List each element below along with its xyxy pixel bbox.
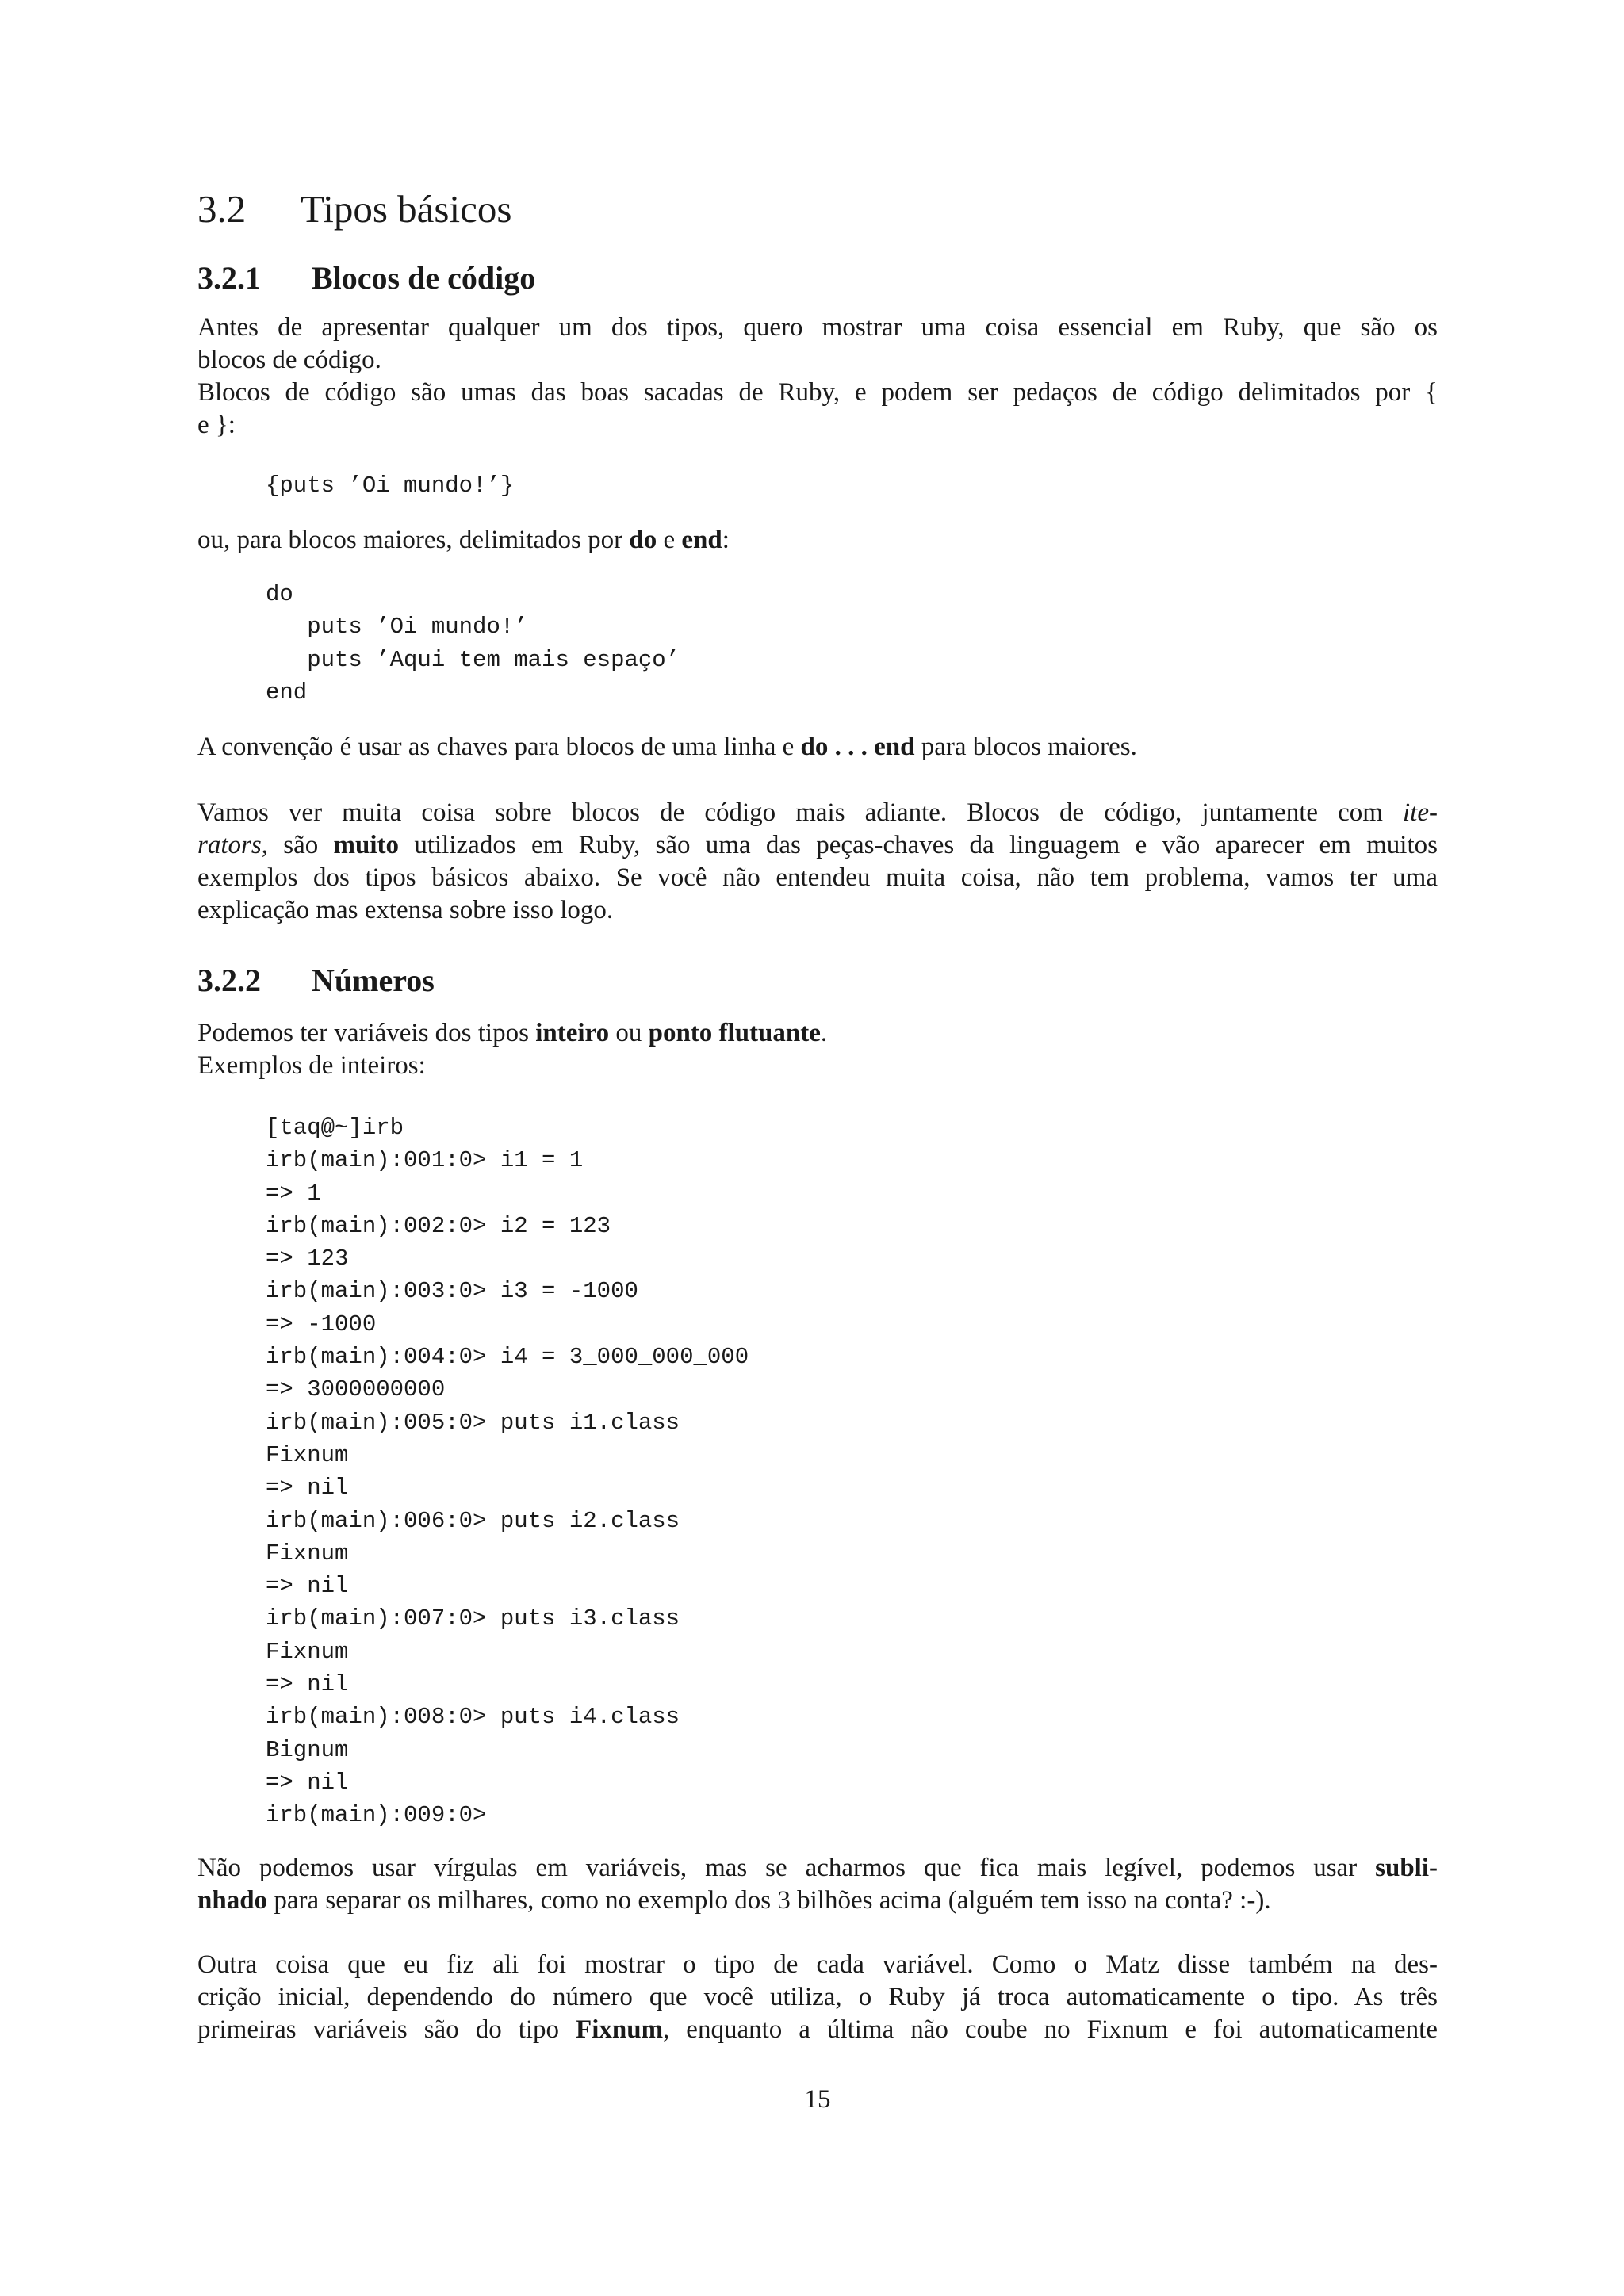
text-line: Antes de apresentar qualquer um dos tipos, quero mostrar uma coisa essencial em Ruby, que são os bbox=[197, 313, 1438, 342]
code-block-oneline: {puts ’Oi mundo!’} bbox=[266, 473, 515, 499]
subsection-title: Blocos de código bbox=[312, 260, 536, 296]
paragraph-convention bbox=[197, 731, 1438, 763]
document-page bbox=[197, 0, 1438, 2296]
code-block-irb-integers: [taq@~]irb irb(main):001:0> i1 = 1 => 1 irb(main):002:0> i2 = 123 => 123 irb(main):003:0> i3 = -1000 => -1000 irb(main):004:0> i4 = 3_000_000_000 => 3000000000 irb(main):005:0> puts i1.class Fixnum => nil irb(main):006:0> puts i2.class Fixnum => nil irb(main):007:0> puts i3.class Fixnum => nil irb(main):008:0> puts i4.class Bignum => nil irb(main):009:0> bbox=[266, 1115, 749, 1829]
subsection-title: Números bbox=[312, 962, 435, 998]
paragraph-intro-blocks bbox=[197, 312, 1438, 442]
text-line: Exemplos de inteiros: bbox=[197, 1051, 426, 1080]
paragraph-iterators bbox=[197, 797, 1438, 927]
text-line: Outra coisa que eu fiz ali foi mostrar o tipo de cada variável. Como o Matz disse também na des- bbox=[197, 1950, 1438, 1979]
text-line: crição inicial, dependendo do número que você utiliza, o Ruby já troca automaticamente o tipo. As três bbox=[197, 1983, 1438, 2011]
subsection-number: 3.2.2 bbox=[197, 962, 261, 998]
paragraph-underscore bbox=[197, 1852, 1438, 1917]
text-line: rators, são muito utilizados em Ruby, são uma das peças-chaves da linguagem e vão aparecer em muitos bbox=[197, 831, 1438, 859]
text-line: A convenção é usar as chaves para blocos de uma linha e do . . . end para blocos maiores. bbox=[197, 733, 1137, 761]
text-line: Blocos de código são umas das boas sacadas de Ruby, e podem ser pedaços de código delimitados por { bbox=[197, 378, 1438, 407]
subsection-number: 3.2.1 bbox=[197, 260, 261, 296]
paragraph-number-types bbox=[197, 1017, 1438, 1082]
paragraph-larger-blocks bbox=[197, 524, 1438, 557]
text-line: primeiras variáveis são do tipo Fixnum, enquanto a última não coube no Fixnum e foi automaticamente bbox=[197, 2015, 1438, 2044]
text-line: Não podemos usar vírgulas em variáveis, mas se acharmos que fica mais legível, podemos usar subli- bbox=[197, 1854, 1438, 1882]
subsection-heading-blocos bbox=[197, 257, 535, 300]
section-number: 3.2 bbox=[197, 187, 247, 231]
section-heading bbox=[197, 184, 511, 235]
text-line: Podemos ter variáveis dos tipos inteiro ou ponto flutuante. bbox=[197, 1019, 828, 1047]
subsection-heading-numeros bbox=[197, 959, 435, 1002]
paragraph-type-change bbox=[197, 1949, 1438, 2046]
page-number: 15 bbox=[804, 2085, 831, 2114]
text-line: explicação mas extensa sobre isso logo. bbox=[197, 896, 614, 924]
text-line: e }: bbox=[197, 411, 236, 439]
text-line: nhado para separar os milhares, como no exemplo dos 3 bilhões acima (alguém tem isso na conta? :-). bbox=[197, 1886, 1271, 1915]
section-title: Tipos básicos bbox=[301, 187, 512, 231]
code-block-do-end: do puts ’Oi mundo!’ puts ’Aqui tem mais espaço’ end bbox=[266, 581, 680, 706]
text-line: ou, para blocos maiores, delimitados por do e end: bbox=[197, 526, 730, 554]
text-line: exemplos dos tipos básicos abaixo. Se você não entendeu muita coisa, não tem problema, vamos ter uma bbox=[197, 863, 1438, 892]
text-line: blocos de código. bbox=[197, 346, 381, 374]
text-line: Vamos ver muita coisa sobre blocos de código mais adiante. Blocos de código, juntamente com ite- bbox=[197, 798, 1438, 827]
